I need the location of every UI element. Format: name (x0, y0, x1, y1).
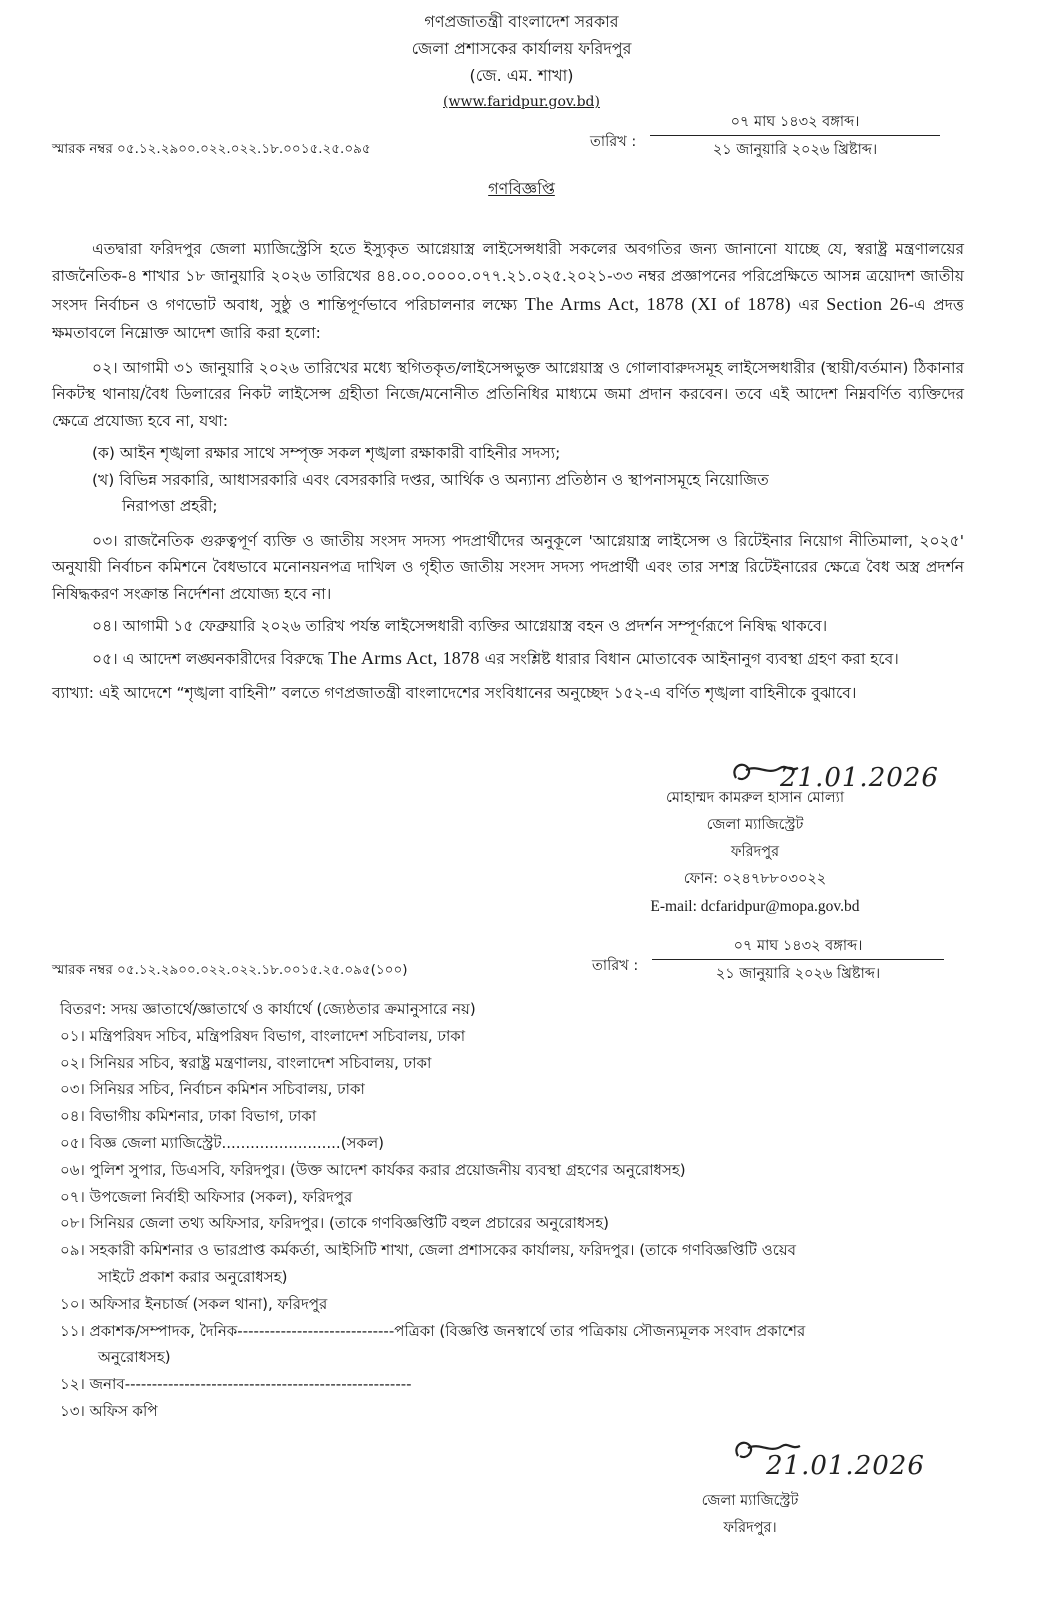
notice-title: গণবিজ্ঞপ্তি (488, 179, 555, 198)
paragraph-05 (52, 643, 964, 674)
signature2-date: 21.01.2026 (766, 1451, 925, 1481)
signatory-designation: জেলা ম্যাজিস্ট্রেট (706, 817, 804, 833)
signatory-phone: ফোন: ০২৪৭৮৮০৩০২২ (683, 871, 827, 887)
list-item: ১০। অফিসার ইনচার্জ (সকল থানা), ফরিদপুর (60, 1294, 328, 1313)
signature-date: 21.01.2026 (780, 763, 939, 793)
item11-text-cont: অনুরোধসহ) (98, 1348, 171, 1367)
item9-text: ০৯। সহকারী কমিশনার ও ভারপ্রাপ্ত কর্মকর্তা, আইসিটি শাখা, জেলা প্রশাসকের কার্যালয়, ফরিদপুর। (তাকে গণবিজ্ঞপ্তিটি ওয়েব (60, 1241, 797, 1260)
intro-text: এতদ্বারা ফরিদপুর জেলা ম্যাজিস্ট্রেসি হতে ইস্যুকৃত আগ্নেয়াস্ত্র লাইসেন্সধারী সকলের অবগতির জন্য জানানো যাচ্ছে যে, স্বরাষ্ট্র মন্ত্রণালয়ের রাজনৈতিক-৪ শাখার ১৮ জানুয়ারি ২০২৬ তারিখের ৪৪.০০.০০০০.০৭৭.২১.০২৫.২০২১-৩৩ নম্বর প্রজ্ঞাপনের পরিপ্রেক্ষিতে আসন্ন ত্রয়োদশ জাতীয় সংসদ নির্বাচন ও গণভোট অবাধ, সুষ্ঠু ও শান্তিপূর্ণভাবে পরিচালনার লক্ষ্যে (52, 240, 964, 315)
list-item: ০৪। বিভাগীয় কমিশনার, ঢাকা বিভাগ, ঢাকা (60, 1107, 317, 1126)
paragraph-02: ০২। আগামী ৩১ জানুয়ারি ২০২৬ তারিখের মধ্যে স্থগিতকৃত/লাইসেন্সভুক্ত আগ্নেয়াস্ত্র ও গোলাবারুদসমূহ লাইসেন্সধারীর (স্থায়ী/বর্তমান) ঠিকানার নিকটস্থ থানায়/বৈধ ডিলারের নিকট লাইসেন্স গ্রহীতা নিজে/মনোনীত প্রতিনিধির মাধ্যমে জমা প্রদান করবেন। তবে এই আদেশ নিম্নবর্ণিত ব্যক্তিদের ক্ষেত্রে প্রযোজ্য হবে না, যথা: (52, 358, 964, 430)
date-label: তারিখ : (590, 134, 637, 150)
date2-english: ২১ জানুয়ারি ২০২৬ খ্রিষ্টাব্দ। (715, 965, 881, 982)
date-block (650, 112, 940, 160)
memo2-number (52, 961, 408, 980)
list-item: ০৩। সিনিয়র সচিব, নির্বাচন কমিশন সচিবালয়, ঢাকা (60, 1080, 365, 1099)
p5-arms-act-ref: The Arms Act, 1878 (328, 647, 480, 668)
memo2-number-label: স্মারক নম্বর (52, 962, 113, 978)
list-item: ১২। জনাব----------------------------------------------------- (60, 1375, 412, 1394)
memo-number-value: ০৫.১২.২৯০০.০২২.০২২.১৮.০০১৫.২৫.০৯৫ (117, 141, 371, 157)
exemption-kha-cont: নিরাপত্তা প্রহরী; (122, 497, 218, 516)
item11-text: ১১। প্রকাশক/সম্পাদক, দৈনিক-----------------------------পত্রিকা (বিজ্ঞপ্তি জনস্বার্থে তার পত্রিকায় সৌজন্যমূলক সংবাদ প্রকাশের (60, 1321, 806, 1340)
website-link[interactable]: (www.faridpur.gov.bd) (443, 94, 600, 110)
list-item: ১৩। অফিস কপি (60, 1401, 158, 1420)
signatory2-district: ফরিদপুর। (723, 1520, 777, 1536)
list-item: ০১। মন্ত্রিপরিষদ সচিব, মন্ত্রিপরিষদ বিভাগ, বাংলাদেশ সচিবালয়, ঢাকা (60, 1026, 466, 1045)
list-item: ০৬। পুলিশ সুপার, ডিএসবি, ফরিদপুর। (উক্ত আদেশ কার্যকর করার প্রয়োজনীয় ব্যবস্থা গ্রহণের অনুরোধসহ) (60, 1160, 686, 1179)
govt-name: গণপ্রজাতন্ত্রী বাংলাদেশ সরকার (424, 12, 619, 31)
distribution-heading: বিতরণ: সদয় জ্ঞাতার্থে/জ্ঞাতার্থে ও কার্যার্থে (জ্যেষ্ঠতার ক্রমানুসারে নয়) (60, 1000, 476, 1018)
p5-text-a: ০৫। এ আদেশ লঙ্ঘনকারীদের বিরুদ্ধে (92, 649, 324, 668)
list-item: ০৭। উপজেলা নির্বাহী অফিসার (সকল), ফরিদপুর (60, 1187, 353, 1206)
date-english: ২১ জানুয়ারি ২০২৬ খ্রিষ্টাব্দ। (712, 141, 878, 158)
office-name: জেলা প্রশাসকের কার্যালয় ফরিদপুর (411, 39, 632, 58)
exemption-list (52, 440, 964, 520)
signatory2-details (650, 1488, 850, 1542)
section-ref: Section 26 (826, 294, 909, 315)
explanation: ব্যাখ্যা: এই আদেশে “শৃঙ্খলা বাহিনী” বলতে গণপ্রজাতন্ত্রী বাংলাদেশের সংবিধানের অনুচ্ছেদ ১৫২-এ বর্ণিত শৃঙ্খলা বাহিনীকে বুঝাবে। (52, 683, 857, 702)
letterhead (0, 8, 1043, 116)
paragraph-03: ০৩। রাজনৈতিক গুরুত্বপূর্ণ ব্যক্তি ও জাতীয় সংসদ সদস্য পদপ্রার্থীদের অনুকূলে 'আগ্নেয়াস্ত্র লাইসেন্স ও রিটেইনার নিয়োগ নীতিমালা, ২০২৫' অনুযায়ী নির্বাচন কমিশনে বৈধভাবে মনোনয়নপত্র দাখিল ও গৃহীত জাতীয় সংসদ সদস্য পদপ্রার্থী এবং তার সশস্ত্র রিটেইনারের ক্ষেত্রে বৈধ অস্ত্র প্রদর্শন নিষিদ্ধকরণ সংক্রান্ত নির্দেশনা প্রযোজ্য হবে না। (52, 531, 964, 603)
p5-text-b: এর সংশ্লিষ্ট ধারার বিধান মোতাবেক আইনানুগ ব্যবস্থা গ্রহণ করা হবে। (484, 649, 899, 668)
signatory-district: ফরিদপুর (730, 844, 780, 860)
arms-act-ref: The Arms Act, 1878 (XI of 1878) (524, 294, 791, 315)
date2-block (652, 936, 944, 984)
intro-paragraph (52, 236, 964, 347)
item9-text-cont: সাইটে প্রকাশ করার অনুরোধসহ) (98, 1267, 288, 1286)
exemption-ka: (ক) আইন শৃঙ্খলা রক্ষার সাথে সম্পৃক্ত সকল শৃঙ্খলা রক্ষাকারী বাহিনীর সদস্য; (92, 443, 561, 462)
memo2-number-value: ০৫.১২.২৯০০.০২২.০২২.১৮.০০১৫.২৫.০৯৫(১০০) (117, 962, 408, 978)
exemption-kha: (খ) বিভিন্ন সরকারি, আধাসরকারি এবং বেসরকারি দপ্তর, আর্থিক ও অন্যান্য প্রতিষ্ঠান ও স্থাপনাসমূহে নিয়োজিত (92, 470, 769, 489)
branch-name: (জে. এম. শাখা) (469, 66, 574, 85)
intro-text-b: এর (798, 296, 819, 315)
signatory-email (620, 893, 890, 920)
signatory-name: মোহাম্মদ কামরুল হাসান মোল্যা (665, 790, 845, 806)
intro-text-c: -এ প্রদত্ত ক্ষমতাবলে নিম্নোক্ত আদেশ জারি করা হলো: (52, 296, 964, 343)
list-item (60, 1237, 950, 1291)
paragraph-04: ০৪। আগামী ১৫ ফেব্রুয়ারি ২০২৬ তারিখ পর্যন্ত লাইসেন্সধারী ব্যক্তির আগ্নেয়াস্ত্র বহন ও প্রদর্শন সম্পূর্ণরূপে নিষিদ্ধ থাকবে। (92, 616, 828, 635)
list-item (60, 1318, 950, 1372)
memo-number (52, 140, 371, 159)
signatory2-designation: জেলা ম্যাজিস্ট্রেট (701, 1493, 799, 1509)
signature-2 (730, 1434, 940, 1481)
email-address[interactable]: dcfaridpur@mopa.gov.bd (700, 898, 860, 915)
list-item: ০৮। সিনিয়র জেলা তথ্য অফিসার, ফরিদপুর। (তাকে গণবিজ্ঞপ্তিটি বহুল প্রচারের অনুরোধসহ) (60, 1214, 609, 1233)
list-item: ০২। সিনিয়র সচিব, স্বরাষ্ট্র মন্ত্রণালয়, বাংলাদেশ সচিবালয়, ঢাকা (60, 1053, 432, 1072)
date-bangla: ০৭ মাঘ ১৪৩২ বঙ্গাব্দ। (650, 112, 940, 136)
list-item: ০৫। বিজ্ঞ জেলা ম্যাজিস্ট্রেট.........................(সকল) (60, 1133, 384, 1152)
memo-number-label: স্মারক নম্বর (52, 141, 113, 157)
date2-bangla: ০৭ মাঘ ১৪৩২ বঙ্গাব্দ। (652, 936, 944, 960)
email-label: E-mail: (650, 898, 697, 915)
signatory-details (620, 785, 890, 920)
distribution-list (60, 996, 950, 1425)
notice-body (52, 236, 964, 704)
date2-label: তারিখ : (592, 958, 639, 974)
